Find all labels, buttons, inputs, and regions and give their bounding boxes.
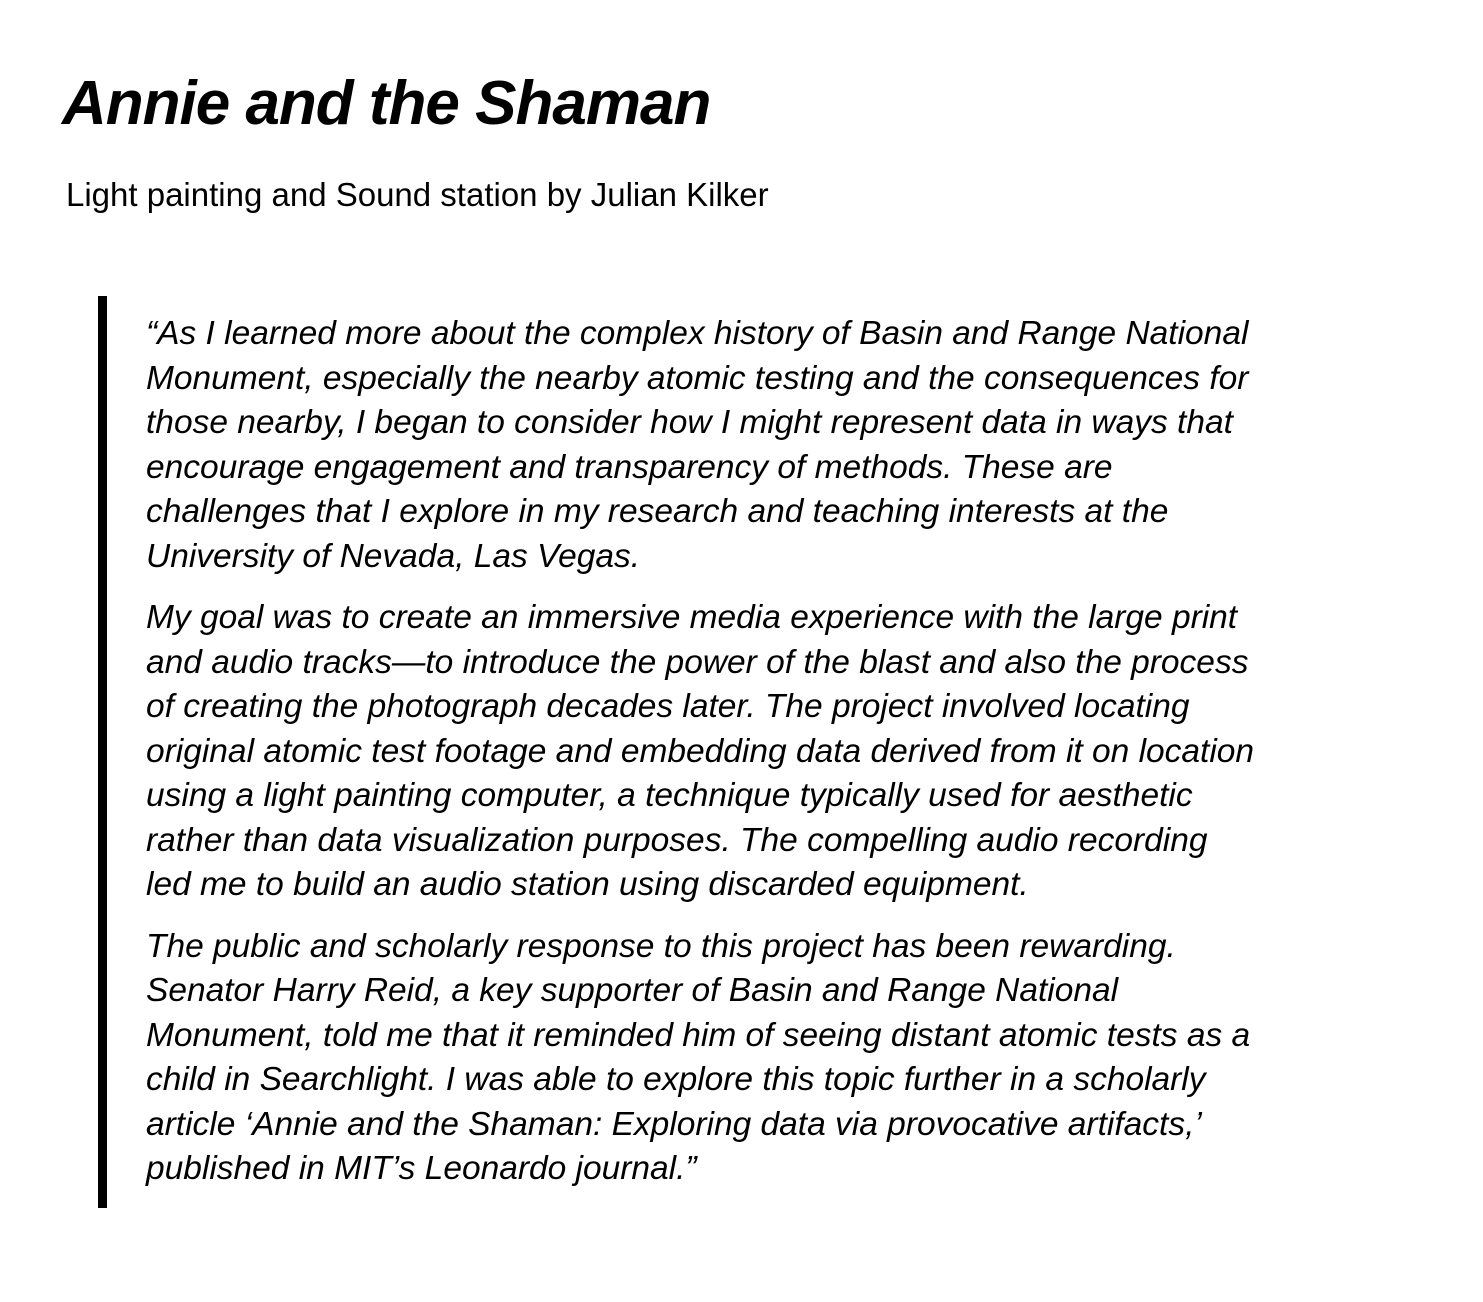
quote-line: Senator Harry Reid, a key supporter of Basin and Range National: [146, 972, 1119, 1009]
subtitle: Light painting and Sound station by Julian Kilker: [66, 176, 769, 213]
quote-line: Monument, especially the nearby atomic testing and the consequences for: [146, 359, 1249, 397]
quote-line: University of Nevada, Las Vegas.: [146, 537, 641, 575]
quote-paragraph: [146, 925, 1396, 1192]
quote-line: published in MIT’s Leonardo journal.”: [146, 1150, 697, 1187]
quote-line: My goal was to create an immersive media experience with the large print: [146, 599, 1238, 636]
quote-line: those nearby, I began to consider how I might represent data in ways that: [146, 404, 1233, 441]
quote-line: original atomic test footage and embedding data derived from it on location: [146, 732, 1255, 770]
quote-bar-divider: [98, 296, 107, 1208]
quote-line: and audio tracks—to introduce the power of the blast and also the process: [146, 643, 1249, 681]
quote-line: using a light painting computer, a technique typically used for aesthetic: [146, 777, 1193, 814]
quote-line: article ‘Annie and the Shaman: Exploring data via provocative artifacts,’: [146, 1105, 1202, 1143]
quote-line: led me to build an audio station using discarded equipment.: [146, 866, 1029, 903]
quote-line: The public and scholarly response to this project has been rewarding.: [146, 927, 1176, 965]
quote-line: rather than data visualization purposes. The compelling audio recording: [146, 821, 1208, 859]
quote-line: of creating the photograph decades later. The project involved locating: [146, 688, 1190, 725]
page-title: Annie and the Shaman: [62, 69, 711, 138]
quote-paragraph: [146, 596, 1396, 908]
quote-line: challenges that I explore in my research and teaching interests at the: [146, 493, 1169, 530]
block-quote: [146, 312, 1396, 1209]
quote-line: encourage engagement and transparency of methods. These are: [146, 448, 1113, 486]
quote-paragraph: [146, 312, 1396, 579]
quote-line: Monument, told me that it reminded him of seeing distant atomic tests as a: [146, 1016, 1251, 1054]
quote-line: “As I learned more about the complex history of Basin and Range National: [146, 315, 1249, 352]
quote-line: child in Searchlight. I was able to explore this topic further in a scholarly: [146, 1061, 1206, 1098]
